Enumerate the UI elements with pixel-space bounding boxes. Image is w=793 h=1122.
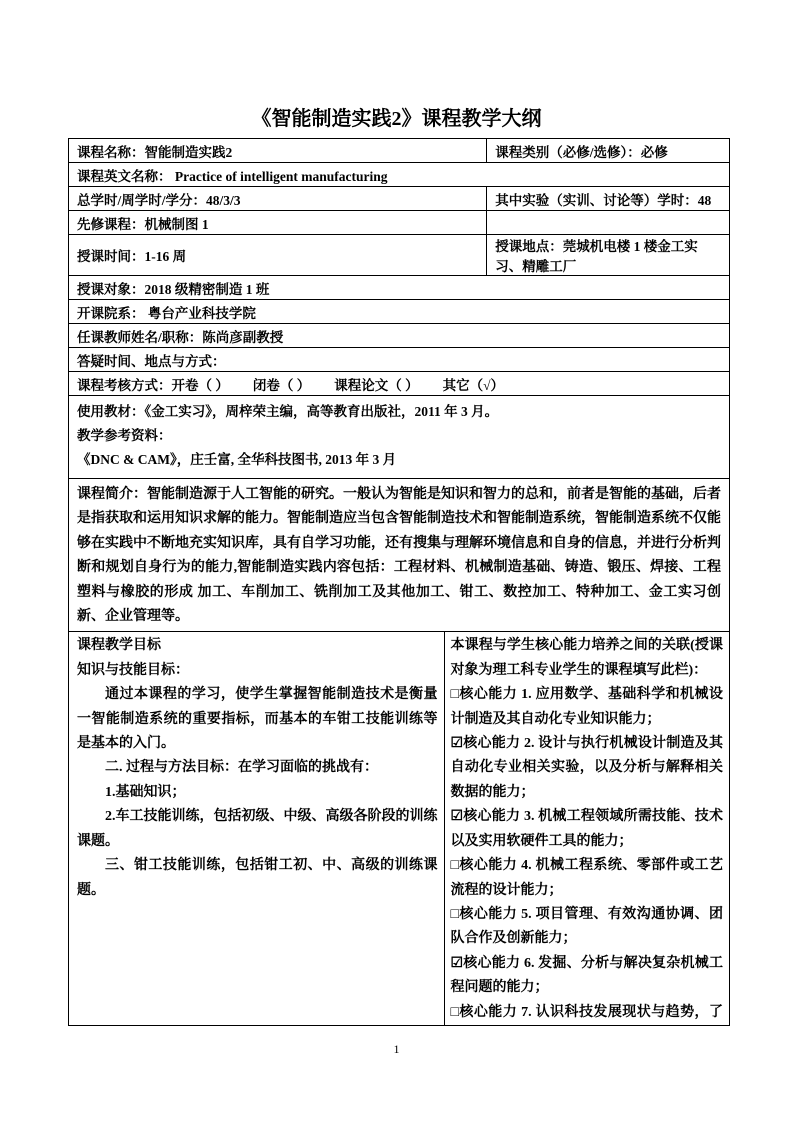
table-row <box>69 632 730 1026</box>
goal-line: 三、钳工技能训练，包括钳工初、中、高级的训练课 <box>105 858 438 874</box>
teaching-goals <box>69 632 445 1026</box>
ability-line: 流程的设计能力； <box>450 882 563 898</box>
table-row <box>69 348 730 372</box>
prerequisite: 先修课程：机械制图 1 <box>69 211 487 235</box>
assessment-label: 课程考核方式： <box>77 377 172 393</box>
table-row <box>69 235 730 276</box>
table-row <box>69 187 730 211</box>
ability-line: □核心能力 1. 应用数学、基础科学和机械设 <box>450 687 723 703</box>
ability-line: ☑核心能力 2. 设计与执行机械设计制造及其 <box>450 736 723 752</box>
document-title: 《智能制造实践2》课程教学大纲 <box>251 108 542 130</box>
goal-line: 1.基础知识； <box>105 784 186 800</box>
ability-line: 以及实用软硬件工具的能力； <box>450 833 633 849</box>
empty-cell <box>487 211 730 235</box>
ability-line: 队合作及创新能力； <box>450 931 577 947</box>
intro-line: 断和规划自身行为的能力,智能制造实践内容包括：工程材料、机械制造基础、铸造、锻压、焊接、工程 <box>77 560 721 576</box>
textbook: 使用教材：《金工实习》，周梓荣主编，高等教育出版社，2011 年 3 月。 <box>77 404 499 419</box>
goal-line: 是基本的入门。 <box>77 736 175 752</box>
ability-line: 自动化专业相关实验，以及分析与解释相关 <box>450 760 723 776</box>
goal-line: 一智能制造系统的重要指标，而基本的车钳工技能训练等 <box>77 711 438 727</box>
intro-line: 新、企业管理等。 <box>77 609 189 625</box>
ability-line: ☑核心能力 3. 机械工程领域所需技能、技术 <box>450 809 723 825</box>
page-number: 1 <box>393 1042 400 1056</box>
ability-line: □核心能力 4. 机械工程系统、零部件或工艺 <box>450 858 723 874</box>
ability-line: 对象为理工科专业学生的课程填写此栏)： <box>450 662 708 678</box>
goals-heading: 课程教学目标 <box>77 638 161 654</box>
english-name: 课程英文名称： Practice of intelligent manufacturing <box>69 163 730 187</box>
audience: 授课对象：2018 级精密制造 1 班 <box>69 276 730 300</box>
ability-line: 程问题的能力； <box>450 980 549 996</box>
table-row <box>69 139 730 163</box>
assessment-open-book: 开卷（ ） <box>171 377 229 393</box>
intro-line: 塑料与橡胶的形成 加工、车削加工、铣削加工及其他加工、钳工、数控加工、特种加工、金工实习创 <box>77 584 721 600</box>
reference-label: 教学参考资料： <box>77 428 172 443</box>
intro-line: 课程简介：智能制造源于人工智能的研究。一般认为智能是知识和智力的总和，前者是智能的基础，后者 <box>77 487 721 502</box>
assessment <box>69 372 730 396</box>
core-abilities <box>444 632 730 1026</box>
course-type: 课程类别（必修/选修）：必修 <box>487 139 730 163</box>
table-row <box>69 372 730 396</box>
goals-subheading: 知识与技能目标： <box>77 662 189 678</box>
goal-line: 二. 过程与方法目标：在学习面临的挑战有： <box>105 760 378 776</box>
ability-line: □核心能力 7. 认识科技发展现状与趋势，了 <box>450 1004 723 1020</box>
table-row <box>69 324 730 348</box>
course-intro <box>69 479 730 632</box>
lab-hours: 其中实验（实训、讨论等）学时：48 <box>487 187 730 211</box>
table-row <box>69 163 730 187</box>
total-hours: 总学时/周学时/学分：48/3/3 <box>69 187 487 211</box>
goal-line: 通过本课程的学习，使学生掌握智能制造技术是衡量 <box>105 687 438 703</box>
teaching-location: 授课地点：莞城机电楼 1 楼金工实习、精雕工厂 <box>487 235 730 276</box>
assessment-other: 其它（√） <box>442 377 505 393</box>
textbook-cell <box>69 396 730 479</box>
ability-line: ☑核心能力 6. 发掘、分析与解决复杂机械工 <box>450 955 723 971</box>
ability-line: 计制造及其自动化专业知识能力； <box>450 711 661 727</box>
syllabus-table <box>68 138 730 1026</box>
table-row <box>69 211 730 235</box>
teaching-time: 授课时间：1-16 周 <box>69 235 487 276</box>
table-row <box>69 300 730 324</box>
assessment-closed-book: 闭卷（ ） <box>252 377 311 393</box>
assessment-paper: 课程论文（ ） <box>334 377 419 393</box>
ability-line: □核心能力 5. 项目管理、有效沟通协调、团 <box>450 906 723 922</box>
teacher: 任课教师姓名/职称：陈尚彦副教授 <box>69 324 730 348</box>
course-name: 课程名称：智能制造实践2 <box>69 139 487 163</box>
table-row <box>69 479 730 632</box>
reference: 《DNC & CAM》，庄壬富, 全华科技图书, 2013 年 3 月 <box>77 452 397 467</box>
qa-info: 答疑时间、地点与方式： <box>69 348 730 372</box>
goal-line: 题。 <box>77 882 105 898</box>
intro-line: 是指获取和运用知识求解的能力。智能制造应当包含智能制造技术和智能制造系统，智能制造系统不仅能 <box>77 511 721 527</box>
table-row <box>69 396 730 479</box>
table-row <box>69 276 730 300</box>
department: 开课院系： 粤台产业科技学院 <box>69 300 730 324</box>
goal-line: 课题。 <box>77 833 119 849</box>
goal-line: 2.车工技能训练，包括初级、中级、高级各阶段的训练 <box>105 809 438 825</box>
ability-line: 本课程与学生核心能力培养之间的关联(授课 <box>450 638 723 654</box>
ability-line: 数据的能力； <box>450 784 535 800</box>
intro-line: 够在实践中不断地充实知识库，具有自学习功能，还有搜集与理解环境信息和自身的信息，并进行分析判 <box>77 535 721 551</box>
